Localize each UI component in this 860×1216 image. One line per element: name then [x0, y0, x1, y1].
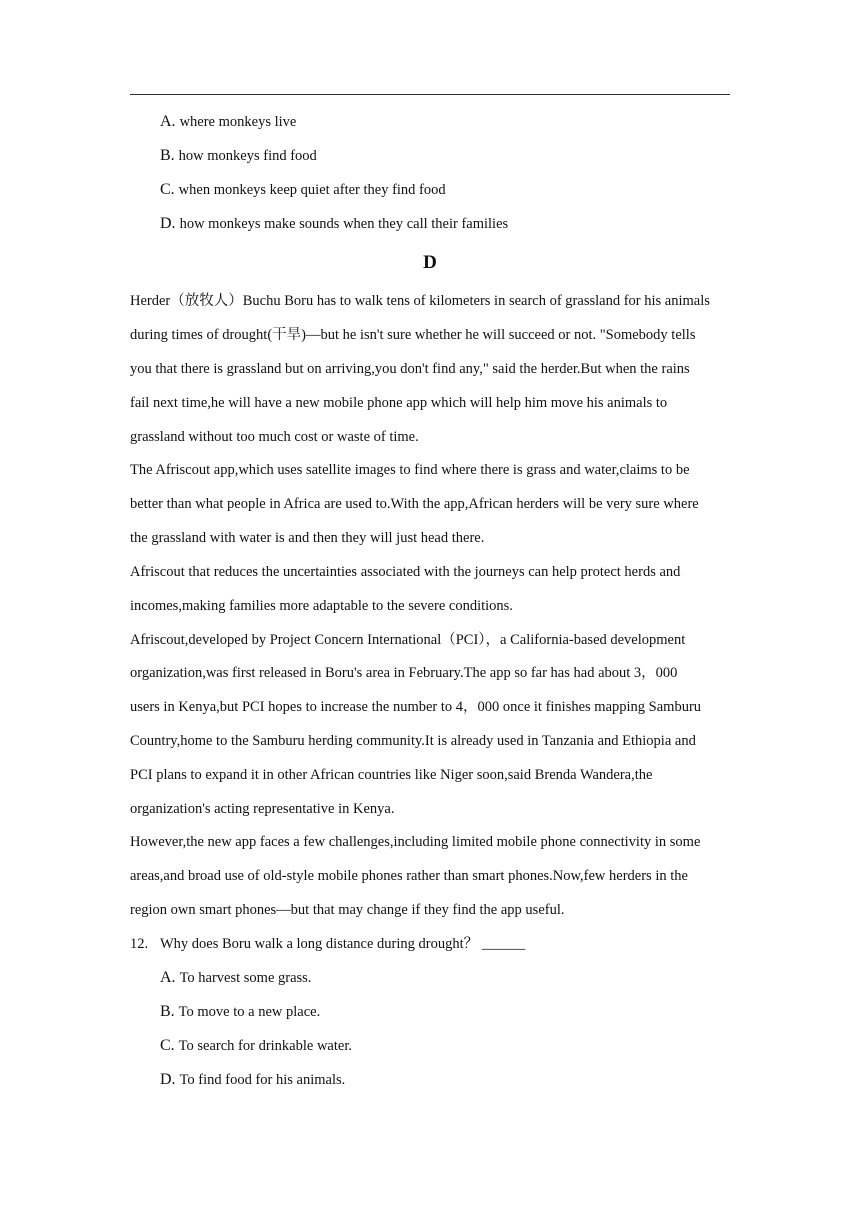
prev-option-b [160, 146, 317, 166]
option-letter: A. [160, 969, 176, 986]
passage-line: areas,and broad use of old-style mobile phones rather than smart phones.Now,few herders in the [130, 868, 688, 884]
option-text: To harvest some grass. [179, 970, 312, 986]
passage-line: incomes,making families more adaptable to the severe conditions. [130, 598, 513, 614]
option-text: when monkeys keep quiet after they find food [178, 182, 446, 198]
passage-line: region own smart phones—but that may change if they find the app useful. [130, 902, 565, 918]
passage-line: during times of drought(干旱)—but he isn't sure whether he will succeed or not. "Somebody tells [130, 327, 696, 343]
option-text: To move to a new place. [178, 1004, 321, 1020]
option-text: how monkeys find food [178, 148, 317, 164]
option-letter: C. [160, 1037, 175, 1054]
question-text: Why does Boru walk a long distance during drought？ ______ [160, 936, 526, 952]
passage-line: you that there is grassland but on arriving,you don't find any," said the herder.But when the rains [130, 361, 690, 377]
option-text: To find food for his animals. [179, 1072, 346, 1088]
passage-line: the grassland with water is and then they will just head there. [130, 530, 485, 546]
passage-line: However,the new app faces a few challenges,including limited mobile phone connectivity in some [130, 834, 701, 850]
option-letter: A. [160, 113, 176, 130]
passage-line: Country,home to the Samburu herding community.It is already used in Tanzania and Ethiopia and [130, 733, 696, 749]
passage-line: Afriscout that reduces the uncertainties associated with the journeys can help protect herds and [130, 564, 681, 580]
passage-line: users in Kenya,but PCI hopes to increase the number to 4，000 once it finishes mapping Samburu [130, 699, 702, 715]
question-option-c [160, 1036, 352, 1056]
question-option-a [160, 968, 311, 988]
option-letter: D. [160, 1071, 176, 1088]
option-text: To search for drinkable water. [178, 1038, 352, 1054]
option-letter: D. [160, 215, 176, 232]
passage-line: organization's acting representative in Kenya. [130, 801, 395, 817]
header-rule [130, 94, 730, 95]
passage-line: organization,was first released in Boru's area in February.The app so far has had about 3，000 [130, 665, 678, 681]
prev-option-c [160, 180, 446, 200]
option-text: where monkeys live [179, 114, 297, 130]
option-letter: B. [160, 147, 175, 164]
question-number: 12. [130, 936, 149, 952]
passage-line: better than what people in Africa are used to.With the app,African herders will be very sure where [130, 496, 699, 512]
section-heading: D [423, 252, 437, 273]
option-letter: B. [160, 1003, 175, 1020]
passage-line: Herder（放牧人）Buchu Boru has to walk tens of kilometers in search of grassland for his animals [130, 293, 710, 309]
question-option-b [160, 1002, 320, 1022]
option-text: how monkeys make sounds when they call their families [179, 216, 509, 232]
passage-line: PCI plans to expand it in other African countries like Niger soon,said Brenda Wandera,the [130, 767, 653, 783]
passage-line: Afriscout,developed by Project Concern International（PCI），a California-based development [130, 632, 686, 648]
passage-line: grassland without too much cost or waste of time. [130, 429, 419, 445]
prev-option-d [160, 214, 508, 234]
passage-line: fail next time,he will have a new mobile phone app which will help him move his animals to [130, 395, 668, 411]
question-option-d [160, 1070, 345, 1090]
passage-line: The Afriscout app,which uses satellite images to find where there is grass and water,claims to be [130, 462, 690, 478]
prev-option-a [160, 112, 296, 132]
option-letter: C. [160, 181, 175, 198]
